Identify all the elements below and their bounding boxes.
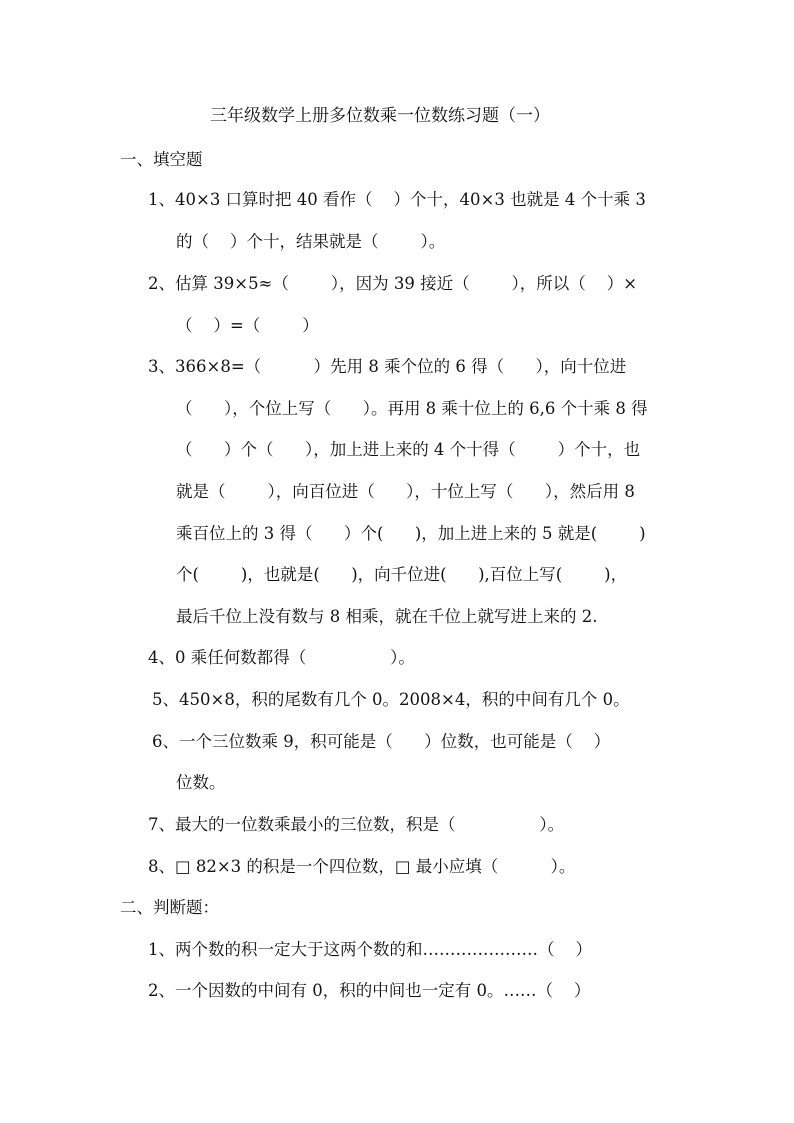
judge-q1: 1、两个数的积一定大于这两个数的和…………………（ ） xyxy=(148,940,592,959)
judge-q2: 2、一个因数的中间有 0，积的中间也一定有 0。……（ ） xyxy=(148,981,591,1000)
fill-q7: 7、最大的一位数乘最小的三位数，积是（ ）。 xyxy=(148,815,565,834)
fill-q6-line2: 位数。 xyxy=(176,773,226,792)
fill-q3-line3: （ ）个（ ），加上进上来的 4 个十得（ ）个十，也 xyxy=(176,440,641,459)
fill-q5: 5、450×8，积的尾数有几个 0。2008×4，积的中间有几个 0。 xyxy=(152,690,630,709)
fill-q2-line1: 2、估算 39×5≈（ ），因为 39 接近（ ），所以（ ）× xyxy=(148,274,638,293)
page-title: 三年级数学上册多位数乘一位数练习题（一） xyxy=(210,106,550,126)
fill-q3-line5: 乘百位上的 3 得（ ）个( )，加上进上来的 5 就是( ) xyxy=(176,524,646,543)
fill-q2-line2: （ ）=（ ） xyxy=(176,316,319,335)
section-heading-fill: 一、填空题 xyxy=(120,150,203,169)
fill-q8: 8、□ 82×3 的积是一个四位数，□ 最小应填（ ）。 xyxy=(148,857,576,876)
fill-q3-line2: （ ），个位上写（ ）。再用 8 乘十位上的 6,6 个十乘 8 得 xyxy=(176,399,648,418)
fill-q1-line1: 1、40×3 口算时把 40 看作（ ）个十，40×3 也就是 4 个十乘 3 xyxy=(148,190,646,209)
fill-q1-line2: 的（ ）个十，结果就是（ ）。 xyxy=(176,232,446,251)
section-heading-judge: 二、判断题： xyxy=(120,898,219,917)
fill-q3-line4: 就是（ ），向百位进（ ），十位上写（ ），然后用 8 xyxy=(176,482,635,501)
fill-q3-line7: 最后千位上没有数与 8 相乘，就在千位上就写进上来的 2. xyxy=(176,607,598,626)
fill-q3-line6: 个( )，也就是( )，向千位进( ),百位上写( )， xyxy=(176,565,628,584)
fill-q4: 4、0 乘任何数都得（ ）。 xyxy=(148,648,415,667)
fill-q6-line1: 6、一个三位数乘 9，积可能是（ ）位数，也可能是（ ） xyxy=(152,732,611,751)
fill-q3-line1: 3、366×8=（ ）先用 8 乘个位的 6 得（ ），向十位进 xyxy=(148,357,627,376)
